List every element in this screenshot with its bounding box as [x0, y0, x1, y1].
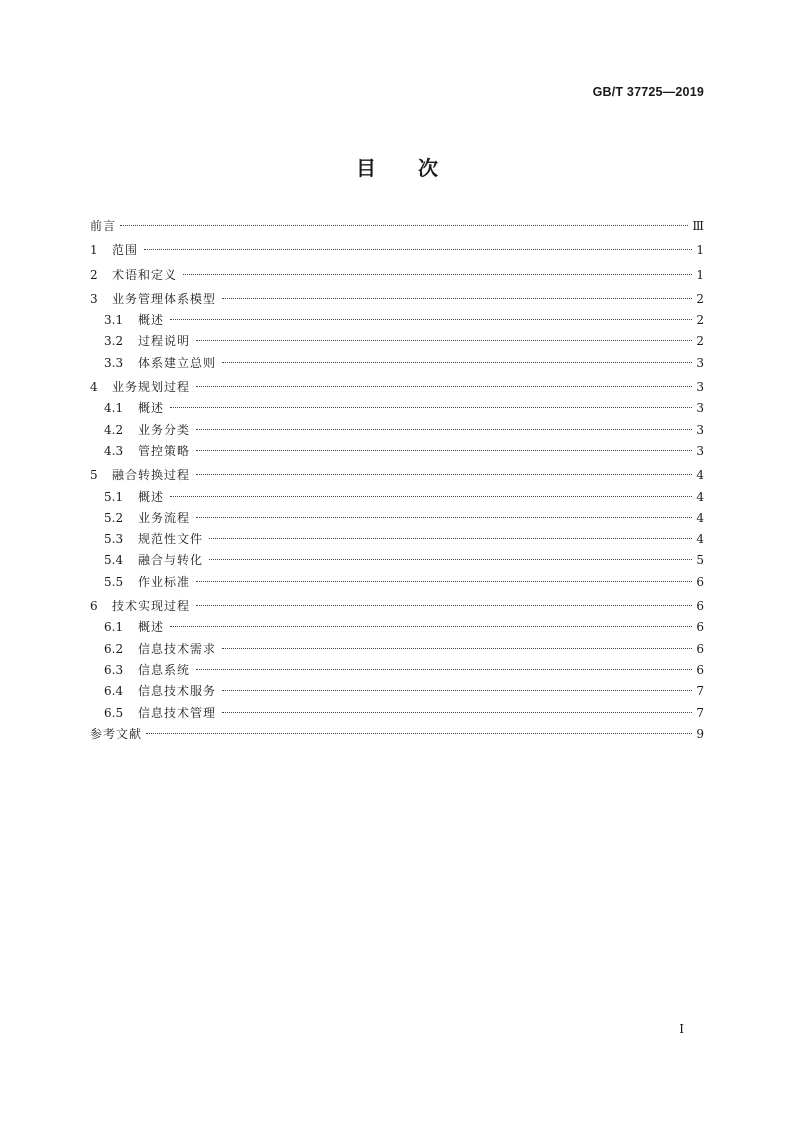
toc-entry-page: 3: [696, 422, 704, 437]
toc-entry[interactable]: [90, 331, 704, 352]
toc-dot-leader: [120, 225, 688, 226]
toc-entry-number: 6.3: [104, 662, 124, 677]
toc-dot-leader: [196, 474, 692, 475]
toc-entry-page: 4: [696, 532, 704, 547]
toc-entry-number: 3.2: [104, 334, 124, 349]
toc-entry-number: 3: [90, 291, 98, 306]
toc-entry[interactable]: [90, 420, 704, 441]
toc-entry[interactable]: [90, 660, 704, 681]
toc-entry[interactable]: [90, 265, 704, 286]
toc-entry-label: 参考文献: [90, 726, 143, 741]
toc-entry-number: 3.1: [104, 313, 124, 328]
toc-entry-label: 过程说明: [138, 334, 191, 349]
toc-entry-page: 5: [696, 553, 704, 568]
table-of-contents: [90, 216, 704, 745]
toc-dot-leader: [196, 517, 692, 518]
title-char-1: 目: [356, 156, 376, 180]
toc-entry[interactable]: [90, 572, 704, 593]
toc-entry[interactable]: [90, 596, 704, 617]
toc-entry-number: 5.2: [104, 510, 124, 525]
toc-entry-page: 4: [696, 489, 704, 504]
toc-dot-leader: [170, 319, 692, 320]
toc-entry[interactable]: [90, 508, 704, 529]
toc-entry-page: 6: [696, 574, 704, 589]
toc-entry-label: 概述: [138, 620, 165, 635]
toc-entry-page: 7: [696, 684, 704, 699]
toc-entry-label: 术语和定义: [112, 267, 178, 282]
toc-entry[interactable]: [90, 487, 704, 508]
toc-dot-leader: [209, 538, 692, 539]
toc-entry-page: 7: [696, 705, 704, 720]
toc-entry-page: 3: [696, 380, 704, 395]
toc-entry-page: 6: [696, 662, 704, 677]
toc-entry[interactable]: [90, 310, 704, 331]
toc-entry-number: 6.5: [104, 705, 124, 720]
toc-entry-page: 1: [696, 267, 704, 282]
toc-dot-leader: [170, 496, 692, 497]
toc-entry-label: 前言: [90, 219, 117, 233]
toc-entry[interactable]: [90, 724, 704, 745]
toc-entry-label: 信息技术管理: [138, 705, 217, 720]
toc-entry-page: 6: [696, 620, 704, 635]
toc-entry-label: 概述: [138, 401, 165, 416]
toc-entry-page: 4: [696, 468, 704, 483]
toc-dot-leader: [146, 733, 692, 734]
toc-entry[interactable]: [90, 353, 704, 374]
toc-entry-page: Ⅲ: [692, 219, 704, 233]
toc-entry-number: 6.4: [104, 684, 124, 699]
toc-entry[interactable]: [90, 529, 704, 550]
toc-entry-page: 6: [696, 641, 704, 656]
toc-entry-number: 4.2: [104, 422, 124, 437]
toc-entry[interactable]: [90, 289, 704, 310]
toc-entry-page: 3: [696, 443, 704, 458]
toc-dot-leader: [222, 712, 692, 713]
toc-dot-leader: [170, 407, 692, 408]
toc-entry-label: 范围: [112, 243, 139, 258]
toc-entry-page: 2: [696, 334, 704, 349]
toc-dot-leader: [196, 581, 692, 582]
toc-entry-label: 业务分类: [138, 422, 191, 437]
toc-dot-leader: [222, 690, 692, 691]
toc-entry-number: 6.2: [104, 641, 124, 656]
toc-entry-number: 3.3: [104, 355, 124, 370]
toc-entry-page: 1: [696, 243, 704, 258]
toc-entry[interactable]: [90, 377, 704, 398]
toc-dot-leader: [222, 362, 692, 363]
toc-entry[interactable]: [90, 240, 704, 261]
title-char-2: 次: [418, 156, 438, 180]
toc-entry-label: 作业标准: [138, 574, 191, 589]
toc-entry-page: 3: [696, 355, 704, 370]
toc-entry[interactable]: [90, 639, 704, 660]
toc-entry-page: 4: [696, 510, 704, 525]
toc-entry-page: 2: [696, 291, 704, 306]
toc-entry-label: 业务规划过程: [112, 380, 191, 395]
standard-code: GB/T 37725—2019: [592, 85, 704, 99]
toc-entry-number: 5.1: [104, 489, 124, 504]
toc-entry-label: 概述: [138, 489, 165, 504]
toc-entry[interactable]: [90, 465, 704, 486]
page-title: [0, 152, 794, 181]
toc-entry[interactable]: [90, 703, 704, 724]
page-number: I: [679, 1022, 684, 1036]
toc-entry-label: 体系建立总则: [138, 355, 217, 370]
toc-dot-leader: [196, 605, 692, 606]
toc-entry-number: 4: [90, 380, 98, 395]
toc-entry[interactable]: [90, 617, 704, 638]
toc-entry-label: 技术实现过程: [112, 599, 191, 614]
toc-entry[interactable]: [90, 681, 704, 702]
toc-entry-label: 规范性文件: [138, 532, 204, 547]
toc-entry-number: 4.3: [104, 443, 124, 458]
toc-dot-leader: [196, 386, 692, 387]
toc-entry-number: 1: [90, 243, 98, 258]
toc-entry[interactable]: [90, 398, 704, 419]
toc-entry-number: 6.1: [104, 620, 124, 635]
toc-entry-label: 信息技术服务: [138, 684, 217, 699]
toc-entry-number: 5.4: [104, 553, 124, 568]
toc-entry-label: 融合与转化: [138, 553, 204, 568]
toc-entry-number: 5.3: [104, 532, 124, 547]
toc-entry-label: 信息技术需求: [138, 641, 217, 656]
toc-dot-leader: [170, 626, 692, 627]
toc-entry-label: 业务流程: [138, 510, 191, 525]
toc-entry-page: 6: [696, 599, 704, 614]
toc-entry-label: 业务管理体系模型: [112, 291, 217, 306]
toc-entry-page: 3: [696, 401, 704, 416]
toc-dot-leader: [196, 340, 692, 341]
toc-entry-label: 融合转换过程: [112, 468, 191, 483]
toc-entry-number: 6: [90, 599, 98, 614]
toc-dot-leader: [144, 249, 692, 250]
toc-entry-number: 2: [90, 267, 98, 282]
toc-entry-label: 信息系统: [138, 662, 191, 677]
toc-entry-label: 概述: [138, 313, 165, 328]
toc-dot-leader: [222, 648, 692, 649]
toc-entry-number: 5: [90, 468, 98, 483]
toc-entry-number: 5.5: [104, 574, 124, 589]
toc-dot-leader: [209, 559, 692, 560]
toc-entry-page: 9: [696, 726, 704, 741]
toc-entry-page: 2: [696, 313, 704, 328]
toc-dot-leader: [183, 274, 692, 275]
toc-dot-leader: [196, 429, 692, 430]
toc-entry[interactable]: [90, 550, 704, 571]
toc-entry-number: 4.1: [104, 401, 124, 416]
toc-dot-leader: [196, 669, 692, 670]
toc-entry-label: 管控策略: [138, 443, 191, 458]
toc-entry[interactable]: [90, 441, 704, 462]
toc-entry[interactable]: [90, 216, 704, 237]
toc-dot-leader: [222, 298, 692, 299]
toc-dot-leader: [196, 450, 692, 451]
